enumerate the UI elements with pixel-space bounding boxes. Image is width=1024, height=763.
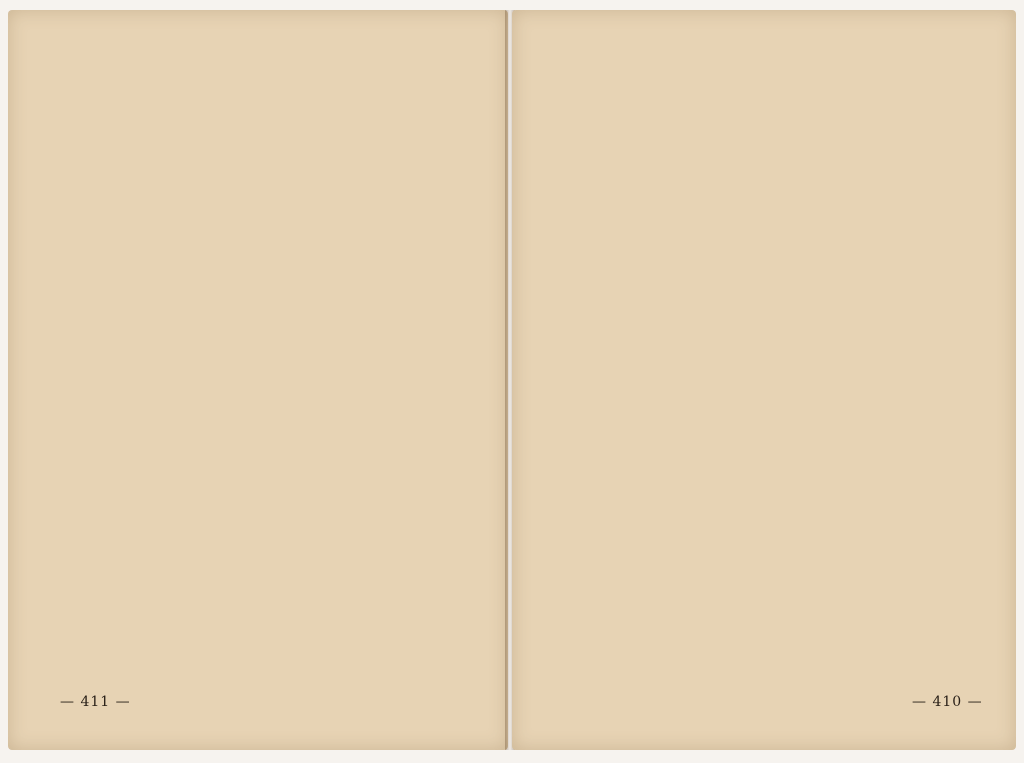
left-page-number: — 411 —	[60, 694, 131, 710]
right-page-number: — 410 —	[912, 694, 983, 710]
left-page	[8, 10, 508, 750]
right-page	[512, 10, 1016, 750]
